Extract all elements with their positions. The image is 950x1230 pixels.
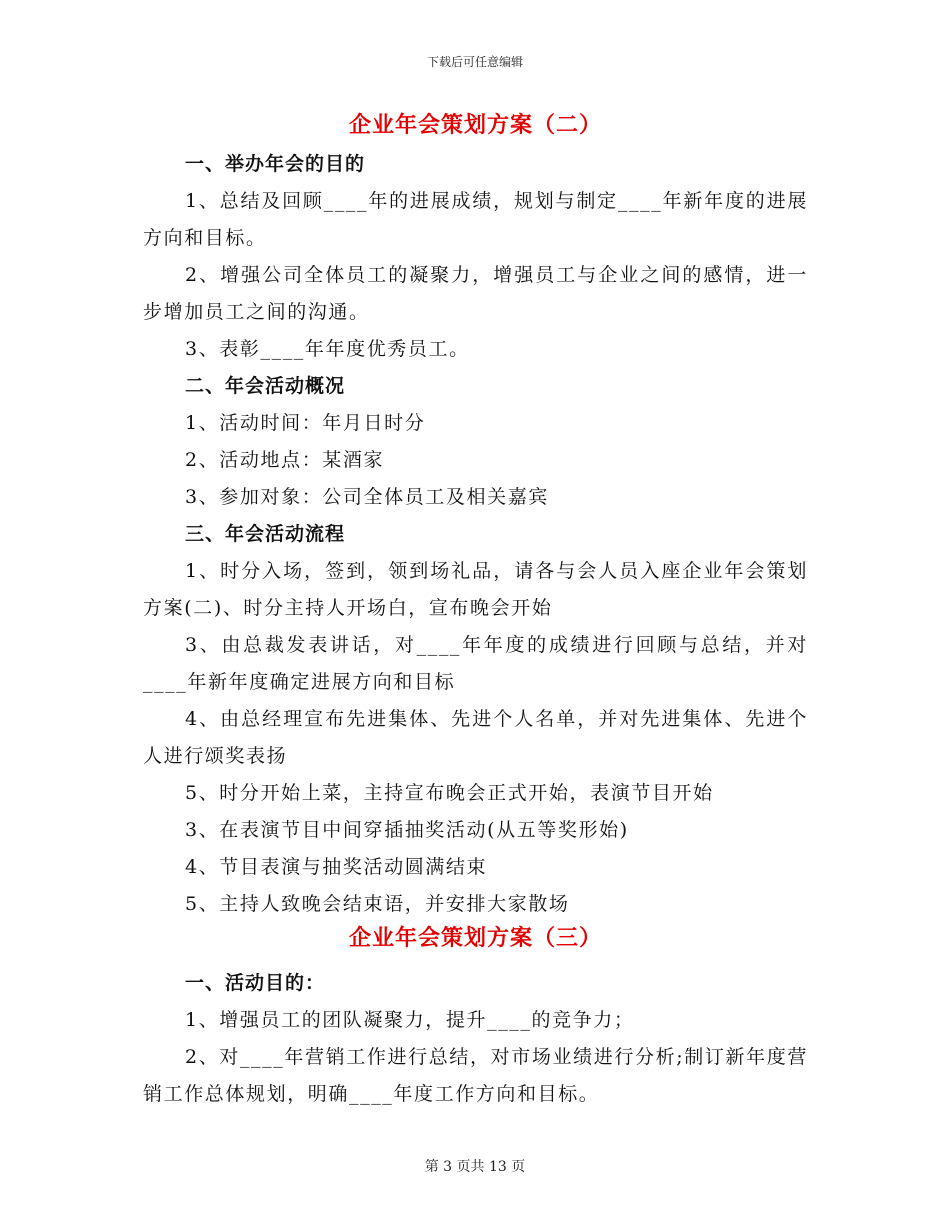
paragraph: 2、活动地点：某酒家 [185,449,385,471]
paragraph: 1、活动时间：年月日时分 [185,412,426,434]
paragraph: 3、由总裁发表讲话，对____年年度的成绩进行回顾与总结，并对____年新年度确定进展方向和目标 [143,634,808,693]
paragraph: 4、由总经理宣布先进集体、先进个人名单，并对先进集体、先进个人进行颂奖表扬 [143,708,808,767]
section-title: 企业年会策划方案（二） [348,112,602,138]
heading: 一、活动目的： [185,972,326,994]
paragraph: 3、表彰____年年度优秀员工。 [185,338,470,360]
paragraph: 2、增强公司全体员工的凝聚力，增强员工与企业之间的感情，进一步增加员工之间的沟通。 [143,264,808,323]
heading: 二、年会活动概况 [185,375,346,397]
heading: 三、年会活动流程 [185,523,346,545]
paragraph: 3、在表演节目中间穿插抽奖活动(从五等奖形始) [185,819,629,841]
page-footer: 第 3 页共 13 页 [424,1159,526,1175]
section-title: 企业年会策划方案（三） [348,925,602,951]
paragraph: 1、增强员工的团队凝聚力，提升____的竞争力； [185,1009,635,1031]
heading: 一、举办年会的目的 [185,153,366,175]
paragraph: 3、参加对象：公司全体员工及相关嘉宾 [185,486,549,508]
paragraph: 1、时分入场，签到，领到场礼品，请各与会人员入座企业年会策划方案(二)、时分主持人开场白，宣布晚会开始 [143,560,808,619]
section-2-body [143,146,808,923]
paragraph: 1、总结及回顾____年的进展成绩，规划与制定____年新年度的进展方向和目标。 [143,190,808,249]
document-body [143,110,808,1113]
section-3-body [143,965,808,1113]
paragraph: 2、对____年营销工作进行总结，对市场业绩进行分析;制订新年度营销工作总体规划，明确____年度工作方向和目标。 [143,1046,808,1105]
paragraph: 5、时分开始上菜，主持宣布晚会正式开始，表演节目开始 [185,782,714,804]
page-header: 下载后可任意编辑 [426,55,523,69]
paragraph: 4、节目表演与抽奖活动圆满结束 [185,856,488,878]
paragraph: 5、主持人致晚会结束语，并安排大家散场 [185,893,570,915]
